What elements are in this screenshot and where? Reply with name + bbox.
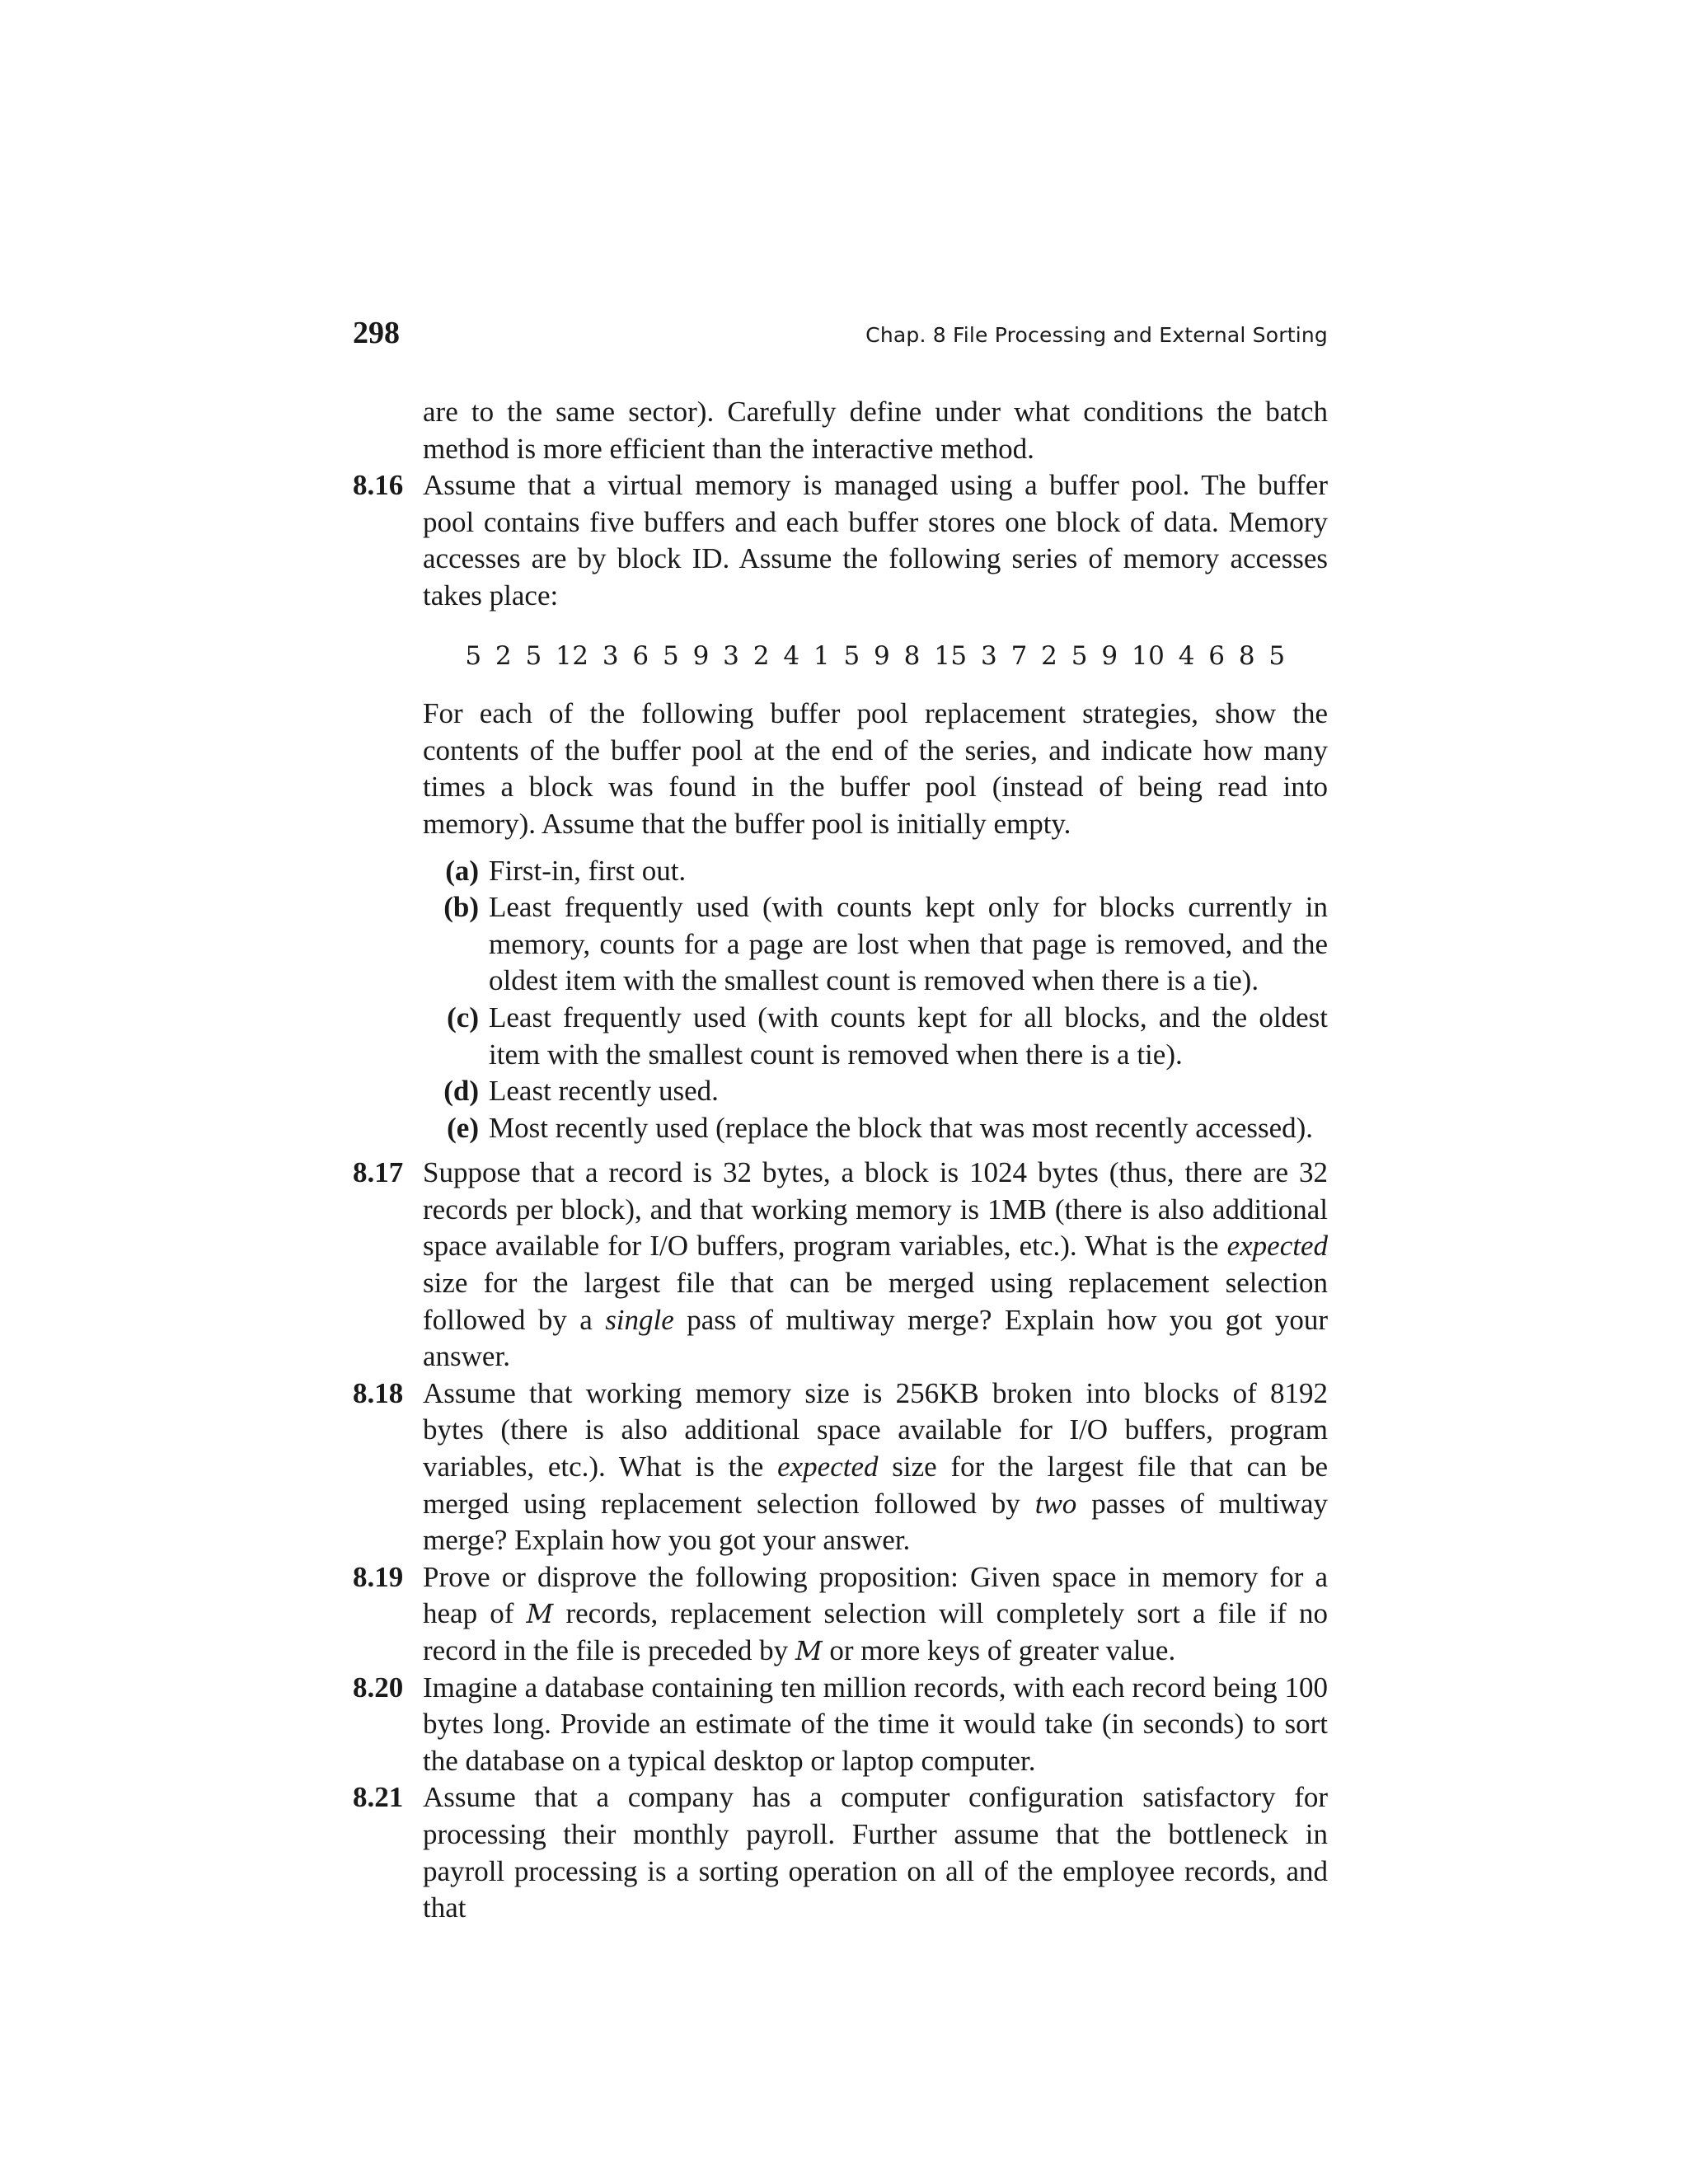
sub-question-label: (d) — [443, 1075, 479, 1108]
exercise-text: passes of multiway merge? Explain how you got your answer. — [423, 1487, 1328, 1557]
sub-question-label: (c) — [447, 1001, 479, 1033]
exercise-text: pass of multiway merge? Explain how you got your answer. — [423, 1303, 1328, 1373]
sub-question-text: Least recently used. — [489, 1075, 719, 1108]
emphasis-two: two — [1034, 1487, 1077, 1520]
exercise-number: 8.19 — [353, 1560, 404, 1593]
exercise-8-21 — [353, 1779, 1328, 1926]
exercise-text: Assume that a company has a computer configuration satisfactory for processing their monthly payroll. Further assume that the bottleneck in payroll processing is a sorting operation on all of the employee records, and that — [423, 1781, 1328, 1924]
exercise-8-18 — [353, 1376, 1328, 1559]
sub-question-label: (e) — [447, 1111, 479, 1144]
exercise-text: Imagine a database containing ten million records, with each record being 100 bytes long. Provide an estimate of the time it would take (in seconds) to sort the database on a typical desktop or laptop computer. — [423, 1671, 1328, 1777]
exercise-8-17 — [353, 1155, 1328, 1376]
page-body — [353, 394, 1328, 1927]
exercise-text: Prove or disprove the following proposition: Given space in memory for a heap of — [423, 1560, 1328, 1630]
exercise-number: 8.20 — [353, 1671, 404, 1704]
sub-question-b — [423, 889, 1328, 1000]
sub-question-text: Most recently used (replace the block that was most recently accessed). — [489, 1111, 1314, 1144]
exercise-number: 8.17 — [353, 1156, 404, 1189]
exercise-8-19 — [353, 1559, 1328, 1670]
exercise-number: 8.18 — [353, 1376, 404, 1409]
exercise-text: Assume that a virtual memory is managed using a buffer pool. The buffer pool contains five buffers and each buffer stores one block of data. Memory accesses are by block ID. Assume the following series of memory accesses takes place: — [423, 469, 1328, 612]
running-head: Chap. 8 File Processing and External Sorting — [865, 323, 1328, 347]
math-variable-m: M — [526, 1598, 554, 1630]
sub-question-label: (a) — [445, 854, 479, 887]
sub-question-text: Least frequently used (with counts kept only for blocks currently in memory, counts for a page are lost when that page is removed, and the oldest item with the smallest count is removed when there is a tie). — [489, 891, 1328, 997]
sub-question-a — [423, 853, 1328, 890]
exercise-text: or more keys of greater value. — [822, 1634, 1176, 1666]
sub-question-label: (b) — [443, 891, 479, 924]
exercise-number: 8.21 — [353, 1781, 404, 1814]
exercise-text: Assume that working memory size is 256KB broken into blocks of 8192 bytes (there is also additional space available for I/O buffers, program variables, etc.). What is the — [423, 1376, 1328, 1483]
sub-question-e — [423, 1110, 1328, 1147]
sub-question-list — [423, 853, 1328, 1147]
sub-question-text: Least frequently used (with counts kept for all blocks, and the oldest item with the smallest count is removed when there is a tie). — [489, 1001, 1328, 1071]
exercise-text: size for the largest file that can be merged using replacement selection followed by — [423, 1451, 1328, 1520]
emphasis-single: single — [605, 1303, 674, 1336]
page-number: 298 — [353, 316, 400, 350]
exercise-text: size for the largest file that can be merged using replacement selection followed by a — [423, 1267, 1328, 1336]
exercise-8-20 — [353, 1670, 1328, 1780]
emphasis-expected: expected — [777, 1451, 879, 1483]
sub-question-d — [423, 1073, 1328, 1110]
access-sequence: 5 2 5 12 3 6 5 9 3 2 4 1 5 9 8 15 3 7 2 5 9 10 4 6 8 5 — [465, 640, 1286, 671]
emphasis-expected: expected — [1226, 1230, 1328, 1263]
exercise-number: 8.16 — [353, 469, 404, 502]
exercise-8-16 — [353, 467, 1328, 1146]
sub-question-text: First-in, first out. — [489, 854, 687, 887]
exercise-text-continued: For each of the following buffer pool replacement strategies, show the contents of the buffer pool at the end of the series, and indicate how many times a block was found in the buffer pool (instead of being read into memory). Assume that the buffer pool is initially empty. — [423, 697, 1328, 840]
math-variable-m: M — [795, 1635, 823, 1666]
exercise-text: records, replacement selection will completely sort a file if no record in the file is preceded by — [423, 1597, 1328, 1666]
continuation-paragraph: are to the same sector). Carefully define under what conditions the batch method is more efficient than the interactive method. — [423, 396, 1328, 465]
sub-question-c — [423, 1000, 1328, 1073]
page-header — [353, 316, 1328, 358]
exercise-text: Suppose that a record is 32 bytes, a block is 1024 bytes (thus, there are 32 records per block), and that working memory is 1MB (there is also additional space available for I/O buffers, program variables, etc.). What is the — [423, 1156, 1328, 1263]
